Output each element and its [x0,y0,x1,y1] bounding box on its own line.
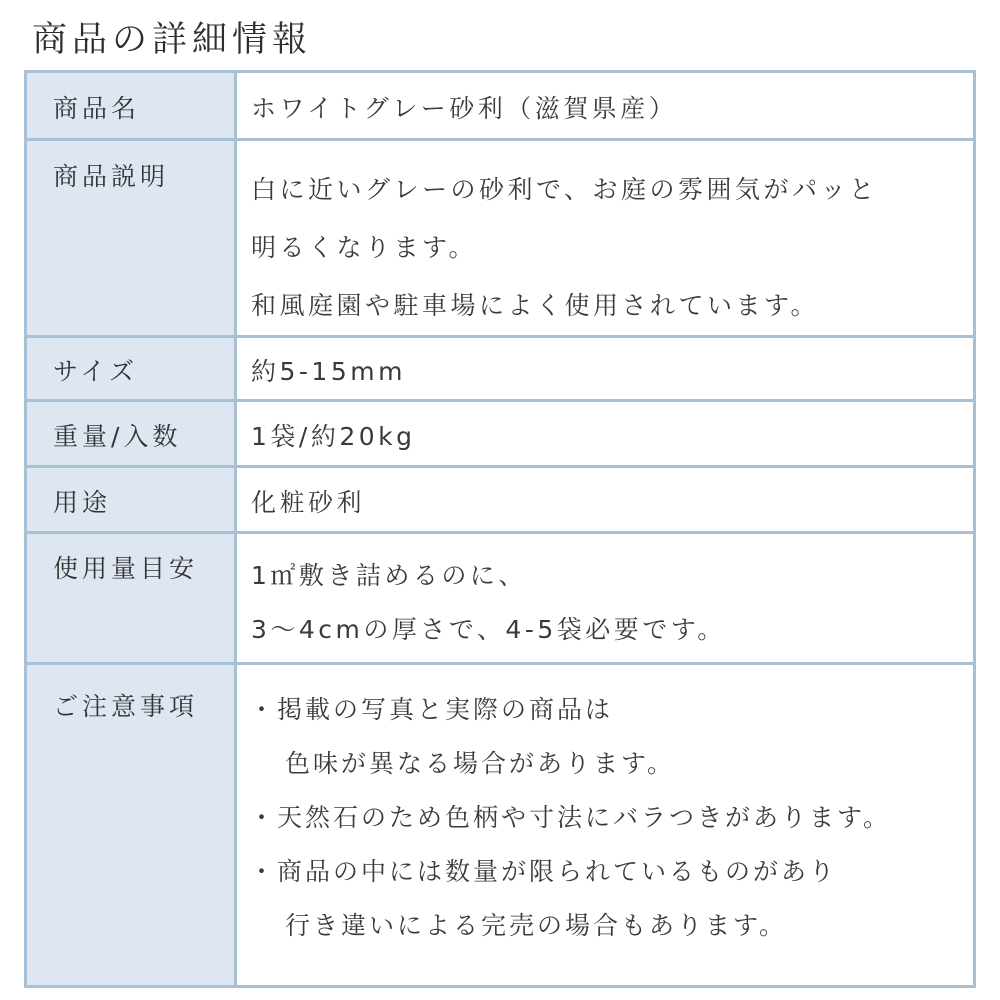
size-label: サイズ [27,338,237,399]
notes-line: 色味が異なる場合があります。 [285,749,676,778]
spec-row-weight [27,402,973,468]
usage-amount-line: 1㎡敷き詰めるのに、 [251,561,527,590]
description-line: 明るくなります。 [251,233,478,262]
notes-line: 行き違いによる完売の場合もあります。 [285,911,788,940]
size-value: 約5-15mm [237,338,973,399]
page-title: 商品の詳細情報 [32,20,313,60]
use-label: 用途 [27,468,237,531]
spec-row-use [27,468,973,534]
usage-amount-line: 3〜4cmの厚さで、4-5袋必要です。 [251,615,726,644]
notes-value [237,665,973,985]
notes-label: ご注意事項 [27,665,237,985]
product-name-value: ホワイトグレー砂利（滋賀県産） [237,73,973,138]
product-spec-table [24,70,976,988]
spec-row-usage-amount [27,534,973,665]
spec-row-notes [27,665,973,985]
weight-label: 重量/入数 [27,402,237,465]
usage-amount-value [237,534,973,662]
notes-line: ・天然石のため色柄や寸法にバラつきがあります。 [249,803,892,832]
product-name-label: 商品名 [27,73,237,138]
use-value: 化粧砂利 [237,468,973,531]
usage-amount-label: 使用量目安 [27,534,237,662]
description-label: 商品説明 [27,141,237,335]
notes-line: ・掲載の写真と実際の商品は [249,695,614,724]
spec-row-description [27,141,973,338]
spec-row-product-name [27,73,973,141]
notes-line: ・商品の中には数量が限られているものがあり [249,857,838,886]
description-value [237,141,973,335]
description-line: 和風庭園や駐車場によく使用されています。 [251,291,820,320]
description-line: 白に近いグレーの砂利で、お庭の雰囲気がパッと [251,175,878,204]
weight-value: 1袋/約20kg [237,402,973,465]
spec-row-size [27,338,973,402]
